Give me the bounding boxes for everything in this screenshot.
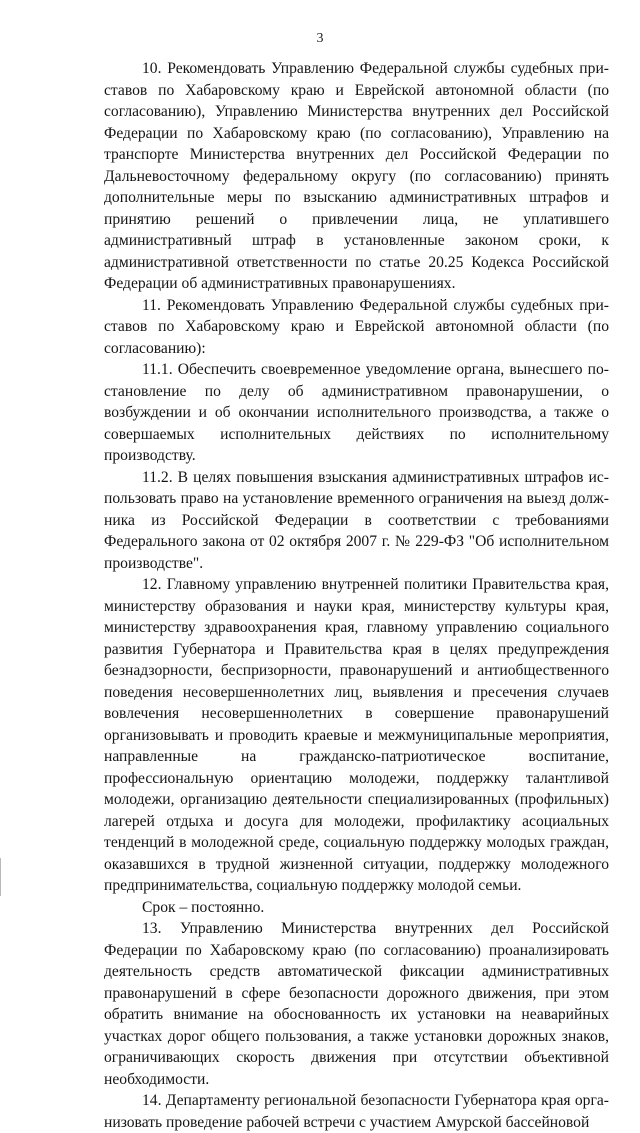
scan-edge-mark bbox=[0, 858, 7, 896]
paragraph-11-1: 11.1. Обеспечить своевременное уведомление органа, вынесшего постановление по делу об административном правонарушении, о возбуждении и об окончании исполнительного производства, а также о совершаемых исполнительных действиях по исполнительному производству. bbox=[104, 361, 609, 464]
paragraph-10: 10. Рекомендовать Управлению Федеральной службы судебных приставов по Хабаровскому краю и Еврейской автономной области (по согласованию), Управлению Министерства внутренних дел Российской Федерации по Хабаровскому краю (по согласованию), Управлению на транспорте Министерства внутренних дел Российской Федерации по Дальневосточному федеральному округу (по согласованию) принять дополнительные меры по взысканию административных штрафов и принятию решений о привлечении лица, не уплатившего административный штраф в установленные законом сроки, к административной ответственности по статье 20.25 Кодекса Российской Федерации об административных правонарушениях. bbox=[104, 60, 609, 292]
paragraph-deadline: Срок – постоянно. bbox=[142, 898, 265, 916]
document-body bbox=[104, 58, 609, 1133]
paragraph-11: 11. Рекомендовать Управлению Федеральной службы судебных приставов по Хабаровскому краю и Еврейской автономной области (по согласованию): bbox=[104, 296, 609, 357]
paragraph-12: 12. Главному управлению внутренней политики Правительства края, министерству образования и науки края, министерству культуры края, министерству здравоохранения края, главному управлению социального развития Губернатора и Правительства края в целях предупреждения безнадзорности, беспризорности, правонарушений и антиобщественного поведения несовершеннолетних лиц, выявления и пресечения случаев вовлечения несовершеннолетних в совершение правонарушений организовывать и проводить краевые и межмуниципальные мероприятия, направленные на гражданско-патриотическое воспитание, профессиональную ориентацию молодежи, поддержку талантливой молодежи, организацию деятельности специализированных (профильных) лагерей отдыха и досуга для молодежи, профилактику асоциальных тенденций в молодежной среде, социальную поддержку молодых граждан, оказавшихся в трудной жизненной ситуации, поддержку молодежного предпринимательства, социальную поддержку молодой семьи. bbox=[104, 576, 609, 894]
paragraph-14: 14. Департаменту региональной безопасности Губернатора края организовать проведение рабочей встречи с участием Амурской бассейновой bbox=[104, 1092, 609, 1131]
page-number: 3 bbox=[316, 31, 324, 46]
paragraph-13: 13. Управлению Министерства внутренних дел Российской Федерации по Хабаровскому краю (по согласованию) проанализировать деятельность средств автоматической фиксации административных правонарушений в сфере безопасности дорожного движения, при этом обратить внимание на обоснованность их установки на неаварийных участках дорог общего пользования, а также установки дорожных знаков, ограничивающих скорость движения при отсутствии объективной необходимости. bbox=[104, 920, 609, 1088]
paragraph-11-2: 11.2. В целях повышения взыскания административных штрафов использовать право на установление временного ограничения на выезд должника из Российской Федерации в соответствии с требованиями Федерального закона от 02 октября 2007 г. № 229-ФЗ "Об исполнительном производстве". bbox=[104, 468, 609, 572]
